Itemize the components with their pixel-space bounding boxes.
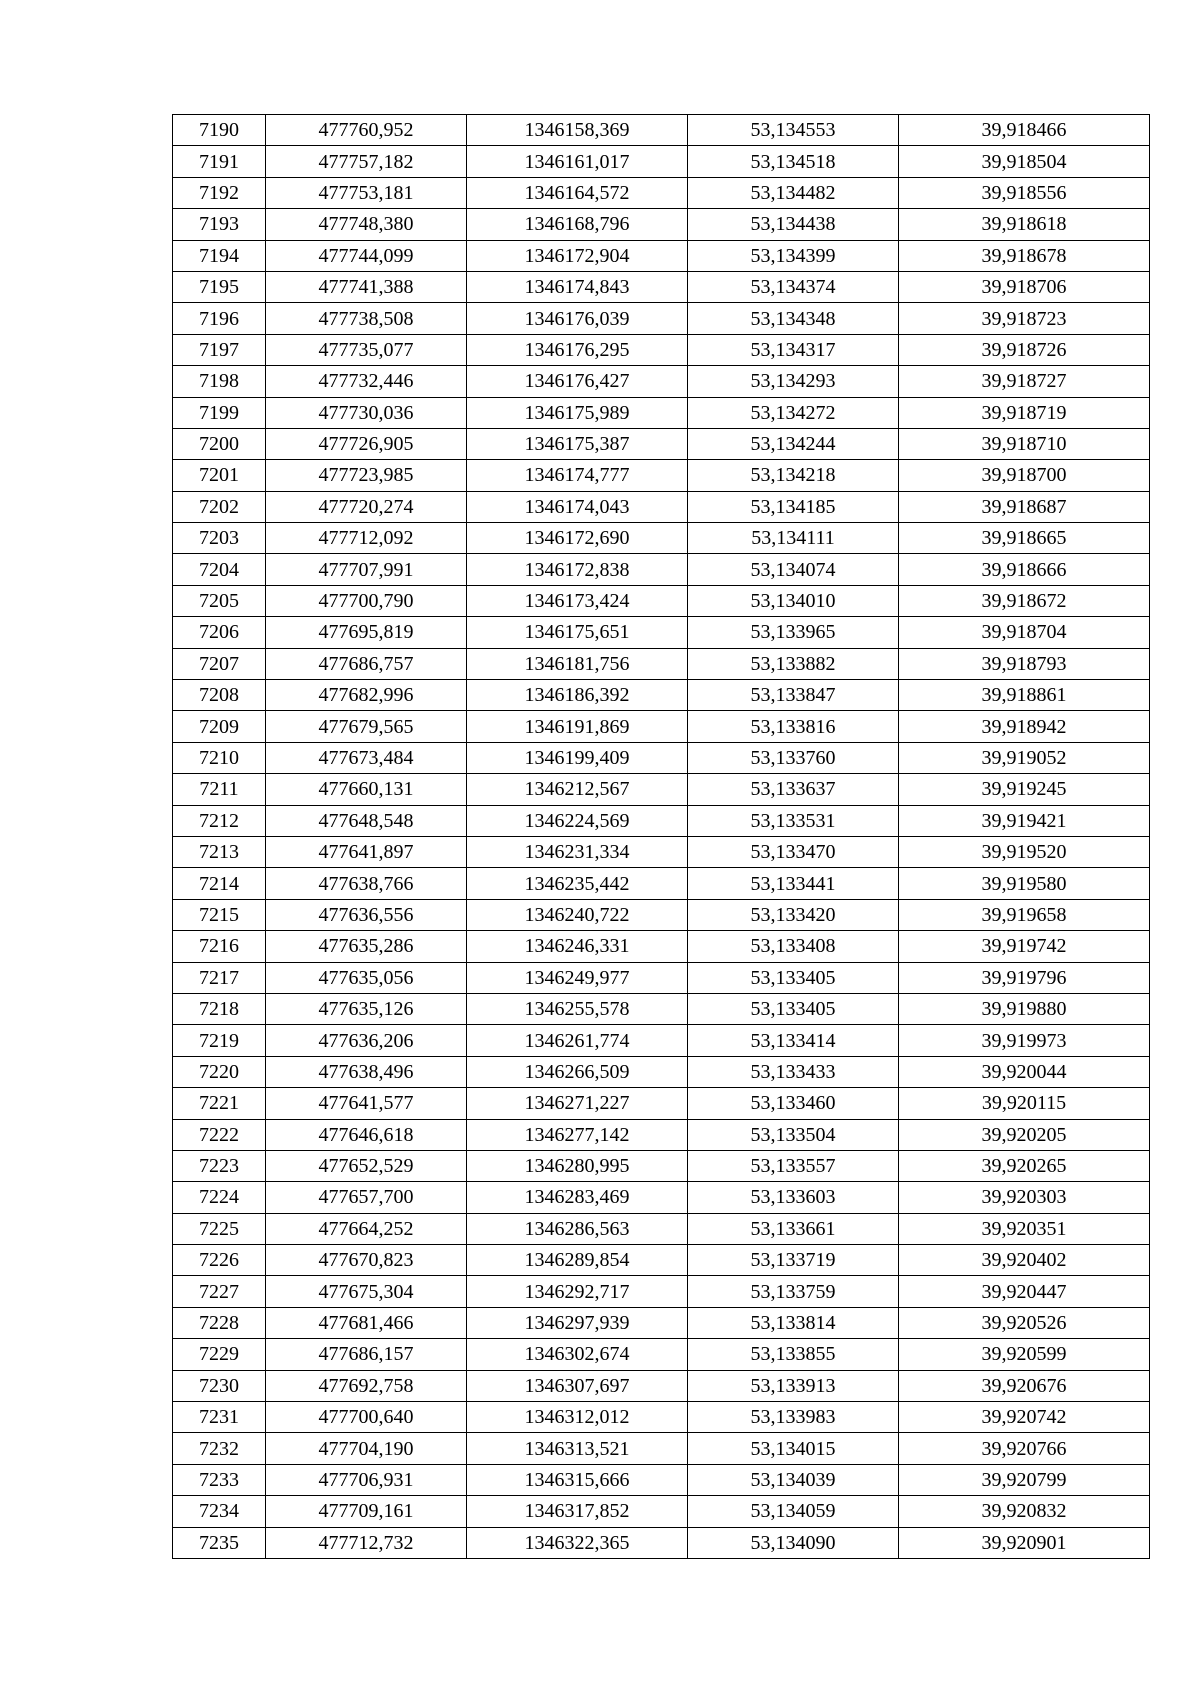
table-row	[173, 836, 1150, 867]
point-number-cell: 7215	[173, 899, 266, 930]
table-row	[173, 397, 1150, 428]
x-coordinate-cell: 477638,496	[266, 1056, 467, 1087]
y-coordinate-cell: 1346172,904	[467, 240, 688, 271]
latitude-cell: 53,134438	[688, 209, 899, 240]
y-coordinate-cell: 1346161,017	[467, 146, 688, 177]
table-row	[173, 1245, 1150, 1276]
longitude-cell: 39,918727	[899, 366, 1150, 397]
x-coordinate-cell: 477712,732	[266, 1527, 467, 1558]
longitude-cell: 39,918706	[899, 271, 1150, 302]
y-coordinate-cell: 1346176,295	[467, 334, 688, 365]
point-number-cell: 7214	[173, 868, 266, 899]
y-coordinate-cell: 1346175,387	[467, 428, 688, 459]
latitude-cell: 53,133603	[688, 1182, 899, 1213]
latitude-cell: 53,134293	[688, 366, 899, 397]
table-row	[173, 805, 1150, 836]
y-coordinate-cell: 1346174,043	[467, 491, 688, 522]
latitude-cell: 53,133414	[688, 1025, 899, 1056]
y-coordinate-cell: 1346212,567	[467, 774, 688, 805]
table-row	[173, 1088, 1150, 1119]
table-row	[173, 1464, 1150, 1495]
point-number-cell: 7231	[173, 1402, 266, 1433]
point-number-cell: 7204	[173, 554, 266, 585]
latitude-cell: 53,134111	[688, 523, 899, 554]
latitude-cell: 53,133816	[688, 711, 899, 742]
y-coordinate-cell: 1346174,777	[467, 460, 688, 491]
y-coordinate-cell: 1346277,142	[467, 1119, 688, 1150]
latitude-cell: 53,133557	[688, 1150, 899, 1181]
x-coordinate-cell: 477706,931	[266, 1464, 467, 1495]
latitude-cell: 53,133470	[688, 836, 899, 867]
latitude-cell: 53,133882	[688, 648, 899, 679]
table-row	[173, 1402, 1150, 1433]
latitude-cell: 53,133965	[688, 617, 899, 648]
x-coordinate-cell: 477641,897	[266, 836, 467, 867]
y-coordinate-cell: 1346186,392	[467, 680, 688, 711]
y-coordinate-cell: 1346246,331	[467, 931, 688, 962]
longitude-cell: 39,920402	[899, 1245, 1150, 1276]
latitude-cell: 53,134015	[688, 1433, 899, 1464]
x-coordinate-cell: 477741,388	[266, 271, 467, 302]
longitude-cell: 39,919052	[899, 742, 1150, 773]
longitude-cell: 39,920303	[899, 1182, 1150, 1213]
longitude-cell: 39,918861	[899, 680, 1150, 711]
latitude-cell: 53,134218	[688, 460, 899, 491]
y-coordinate-cell: 1346168,796	[467, 209, 688, 240]
table-row	[173, 742, 1150, 773]
longitude-cell: 39,920447	[899, 1276, 1150, 1307]
point-number-cell: 7205	[173, 585, 266, 616]
longitude-cell: 39,918665	[899, 523, 1150, 554]
longitude-cell: 39,920351	[899, 1213, 1150, 1244]
y-coordinate-cell: 1346261,774	[467, 1025, 688, 1056]
latitude-cell: 53,134482	[688, 177, 899, 208]
longitude-cell: 39,918504	[899, 146, 1150, 177]
table-row	[173, 1119, 1150, 1150]
point-number-cell: 7233	[173, 1464, 266, 1495]
table-row	[173, 1433, 1150, 1464]
latitude-cell: 53,134553	[688, 115, 899, 146]
latitude-cell: 53,133855	[688, 1339, 899, 1370]
table-row	[173, 1370, 1150, 1401]
x-coordinate-cell: 477686,757	[266, 648, 467, 679]
table-row	[173, 868, 1150, 899]
latitude-cell: 53,134010	[688, 585, 899, 616]
longitude-cell: 39,918723	[899, 303, 1150, 334]
table-row	[173, 460, 1150, 491]
table-row	[173, 146, 1150, 177]
latitude-cell: 53,133759	[688, 1276, 899, 1307]
longitude-cell: 39,918556	[899, 177, 1150, 208]
table-row	[173, 899, 1150, 930]
table-row	[173, 366, 1150, 397]
x-coordinate-cell: 477744,099	[266, 240, 467, 271]
x-coordinate-cell: 477636,556	[266, 899, 467, 930]
latitude-cell: 53,133420	[688, 899, 899, 930]
x-coordinate-cell: 477638,766	[266, 868, 467, 899]
latitude-cell: 53,133460	[688, 1088, 899, 1119]
latitude-cell: 53,133441	[688, 868, 899, 899]
latitude-cell: 53,134374	[688, 271, 899, 302]
latitude-cell: 53,133847	[688, 680, 899, 711]
x-coordinate-cell: 477648,548	[266, 805, 467, 836]
point-number-cell: 7212	[173, 805, 266, 836]
x-coordinate-cell: 477692,758	[266, 1370, 467, 1401]
longitude-cell: 39,920205	[899, 1119, 1150, 1150]
point-number-cell: 7203	[173, 523, 266, 554]
latitude-cell: 53,133983	[688, 1402, 899, 1433]
table-row	[173, 931, 1150, 962]
longitude-cell: 39,918726	[899, 334, 1150, 365]
point-number-cell: 7198	[173, 366, 266, 397]
table-row	[173, 585, 1150, 616]
x-coordinate-cell: 477709,161	[266, 1496, 467, 1527]
longitude-cell: 39,918793	[899, 648, 1150, 679]
table-row	[173, 271, 1150, 302]
point-number-cell: 7232	[173, 1433, 266, 1464]
longitude-cell: 39,919658	[899, 899, 1150, 930]
x-coordinate-cell: 477753,181	[266, 177, 467, 208]
x-coordinate-cell: 477636,206	[266, 1025, 467, 1056]
longitude-cell: 39,920115	[899, 1088, 1150, 1119]
point-number-cell: 7206	[173, 617, 266, 648]
x-coordinate-cell: 477675,304	[266, 1276, 467, 1307]
table-row	[173, 711, 1150, 742]
latitude-cell: 53,133913	[688, 1370, 899, 1401]
y-coordinate-cell: 1346283,469	[467, 1182, 688, 1213]
y-coordinate-cell: 1346286,563	[467, 1213, 688, 1244]
y-coordinate-cell: 1346240,722	[467, 899, 688, 930]
x-coordinate-cell: 477635,286	[266, 931, 467, 962]
y-coordinate-cell: 1346175,989	[467, 397, 688, 428]
longitude-cell: 39,920676	[899, 1370, 1150, 1401]
table-row	[173, 774, 1150, 805]
longitude-cell: 39,918704	[899, 617, 1150, 648]
longitude-cell: 39,918687	[899, 491, 1150, 522]
point-number-cell: 7193	[173, 209, 266, 240]
latitude-cell: 53,134399	[688, 240, 899, 271]
latitude-cell: 53,134039	[688, 1464, 899, 1495]
x-coordinate-cell: 477686,157	[266, 1339, 467, 1370]
point-number-cell: 7190	[173, 115, 266, 146]
table-row	[173, 1213, 1150, 1244]
y-coordinate-cell: 1346181,756	[467, 648, 688, 679]
x-coordinate-cell: 477635,056	[266, 962, 467, 993]
point-number-cell: 7207	[173, 648, 266, 679]
x-coordinate-cell: 477635,126	[266, 993, 467, 1024]
latitude-cell: 53,133504	[688, 1119, 899, 1150]
table-row	[173, 1527, 1150, 1558]
x-coordinate-cell: 477670,823	[266, 1245, 467, 1276]
point-number-cell: 7197	[173, 334, 266, 365]
point-number-cell: 7195	[173, 271, 266, 302]
latitude-cell: 53,133814	[688, 1307, 899, 1338]
table-row	[173, 617, 1150, 648]
point-number-cell: 7192	[173, 177, 266, 208]
longitude-cell: 39,919245	[899, 774, 1150, 805]
y-coordinate-cell: 1346289,854	[467, 1245, 688, 1276]
longitude-cell: 39,918719	[899, 397, 1150, 428]
y-coordinate-cell: 1346231,334	[467, 836, 688, 867]
point-number-cell: 7221	[173, 1088, 266, 1119]
point-number-cell: 7226	[173, 1245, 266, 1276]
y-coordinate-cell: 1346317,852	[467, 1496, 688, 1527]
point-number-cell: 7194	[173, 240, 266, 271]
x-coordinate-cell: 477723,985	[266, 460, 467, 491]
y-coordinate-cell: 1346292,717	[467, 1276, 688, 1307]
latitude-cell: 53,134185	[688, 491, 899, 522]
x-coordinate-cell: 477682,996	[266, 680, 467, 711]
longitude-cell: 39,918942	[899, 711, 1150, 742]
latitude-cell: 53,133637	[688, 774, 899, 805]
point-number-cell: 7217	[173, 962, 266, 993]
table-row	[173, 680, 1150, 711]
point-number-cell: 7201	[173, 460, 266, 491]
table-row	[173, 177, 1150, 208]
longitude-cell: 39,920832	[899, 1496, 1150, 1527]
longitude-cell: 39,920901	[899, 1527, 1150, 1558]
x-coordinate-cell: 477726,905	[266, 428, 467, 459]
longitude-cell: 39,919520	[899, 836, 1150, 867]
x-coordinate-cell: 477735,077	[266, 334, 467, 365]
y-coordinate-cell: 1346271,227	[467, 1088, 688, 1119]
table-row	[173, 428, 1150, 459]
x-coordinate-cell: 477732,446	[266, 366, 467, 397]
point-number-cell: 7196	[173, 303, 266, 334]
x-coordinate-cell: 477720,274	[266, 491, 467, 522]
longitude-cell: 39,919796	[899, 962, 1150, 993]
x-coordinate-cell: 477695,819	[266, 617, 467, 648]
latitude-cell: 53,133661	[688, 1213, 899, 1244]
table-row	[173, 209, 1150, 240]
point-number-cell: 7234	[173, 1496, 266, 1527]
y-coordinate-cell: 1346199,409	[467, 742, 688, 773]
y-coordinate-cell: 1346266,509	[467, 1056, 688, 1087]
point-number-cell: 7225	[173, 1213, 266, 1244]
table-row	[173, 240, 1150, 271]
longitude-cell: 39,918710	[899, 428, 1150, 459]
longitude-cell: 39,920044	[899, 1056, 1150, 1087]
point-number-cell: 7218	[173, 993, 266, 1024]
latitude-cell: 53,133531	[688, 805, 899, 836]
latitude-cell: 53,134518	[688, 146, 899, 177]
x-coordinate-cell: 477660,131	[266, 774, 467, 805]
longitude-cell: 39,918678	[899, 240, 1150, 271]
table-row	[173, 993, 1150, 1024]
y-coordinate-cell: 1346235,442	[467, 868, 688, 899]
point-number-cell: 7199	[173, 397, 266, 428]
table-row	[173, 1056, 1150, 1087]
point-number-cell: 7227	[173, 1276, 266, 1307]
y-coordinate-cell: 1346176,427	[467, 366, 688, 397]
latitude-cell: 53,133760	[688, 742, 899, 773]
longitude-cell: 39,920526	[899, 1307, 1150, 1338]
table-row	[173, 334, 1150, 365]
longitude-cell: 39,918700	[899, 460, 1150, 491]
y-coordinate-cell: 1346164,572	[467, 177, 688, 208]
point-number-cell: 7209	[173, 711, 266, 742]
x-coordinate-cell: 477760,952	[266, 115, 467, 146]
point-number-cell: 7229	[173, 1339, 266, 1370]
table-row	[173, 115, 1150, 146]
table-row	[173, 1276, 1150, 1307]
x-coordinate-cell: 477681,466	[266, 1307, 467, 1338]
y-coordinate-cell: 1346174,843	[467, 271, 688, 302]
point-number-cell: 7219	[173, 1025, 266, 1056]
point-number-cell: 7216	[173, 931, 266, 962]
x-coordinate-cell: 477707,991	[266, 554, 467, 585]
latitude-cell: 53,133405	[688, 993, 899, 1024]
latitude-cell: 53,134244	[688, 428, 899, 459]
x-coordinate-cell: 477748,380	[266, 209, 467, 240]
y-coordinate-cell: 1346176,039	[467, 303, 688, 334]
point-number-cell: 7222	[173, 1119, 266, 1150]
point-number-cell: 7228	[173, 1307, 266, 1338]
point-number-cell: 7213	[173, 836, 266, 867]
longitude-cell: 39,918672	[899, 585, 1150, 616]
latitude-cell: 53,134272	[688, 397, 899, 428]
x-coordinate-cell: 477652,529	[266, 1150, 467, 1181]
longitude-cell: 39,918618	[899, 209, 1150, 240]
x-coordinate-cell: 477730,036	[266, 397, 467, 428]
y-coordinate-cell: 1346173,424	[467, 585, 688, 616]
longitude-cell: 39,919742	[899, 931, 1150, 962]
longitude-cell: 39,918666	[899, 554, 1150, 585]
latitude-cell: 53,133405	[688, 962, 899, 993]
table-row	[173, 1182, 1150, 1213]
longitude-cell: 39,920766	[899, 1433, 1150, 1464]
longitude-cell: 39,919880	[899, 993, 1150, 1024]
table-row	[173, 1025, 1150, 1056]
table-row	[173, 1307, 1150, 1338]
point-number-cell: 7202	[173, 491, 266, 522]
coordinates-table	[172, 114, 1150, 1559]
longitude-cell: 39,920265	[899, 1150, 1150, 1181]
table-row	[173, 523, 1150, 554]
point-number-cell: 7211	[173, 774, 266, 805]
point-number-cell: 7230	[173, 1370, 266, 1401]
y-coordinate-cell: 1346172,838	[467, 554, 688, 585]
longitude-cell: 39,920799	[899, 1464, 1150, 1495]
longitude-cell: 39,919973	[899, 1025, 1150, 1056]
x-coordinate-cell: 477657,700	[266, 1182, 467, 1213]
y-coordinate-cell: 1346191,869	[467, 711, 688, 742]
point-number-cell: 7235	[173, 1527, 266, 1558]
coordinates-table-body	[173, 115, 1150, 1559]
point-number-cell: 7220	[173, 1056, 266, 1087]
latitude-cell: 53,133408	[688, 931, 899, 962]
y-coordinate-cell: 1346315,666	[467, 1464, 688, 1495]
latitude-cell: 53,134348	[688, 303, 899, 334]
point-number-cell: 7210	[173, 742, 266, 773]
table-row	[173, 303, 1150, 334]
longitude-cell: 39,918466	[899, 115, 1150, 146]
table-row	[173, 962, 1150, 993]
y-coordinate-cell: 1346297,939	[467, 1307, 688, 1338]
latitude-cell: 53,134074	[688, 554, 899, 585]
latitude-cell: 53,134059	[688, 1496, 899, 1527]
latitude-cell: 53,133433	[688, 1056, 899, 1087]
table-row	[173, 1496, 1150, 1527]
table-row	[173, 554, 1150, 585]
longitude-cell: 39,920599	[899, 1339, 1150, 1370]
y-coordinate-cell: 1346175,651	[467, 617, 688, 648]
x-coordinate-cell: 477700,790	[266, 585, 467, 616]
point-number-cell: 7191	[173, 146, 266, 177]
y-coordinate-cell: 1346158,369	[467, 115, 688, 146]
x-coordinate-cell: 477700,640	[266, 1402, 467, 1433]
y-coordinate-cell: 1346255,578	[467, 993, 688, 1024]
y-coordinate-cell: 1346322,365	[467, 1527, 688, 1558]
table-row	[173, 491, 1150, 522]
y-coordinate-cell: 1346249,977	[467, 962, 688, 993]
x-coordinate-cell: 477679,565	[266, 711, 467, 742]
x-coordinate-cell: 477704,190	[266, 1433, 467, 1464]
point-number-cell: 7208	[173, 680, 266, 711]
longitude-cell: 39,919580	[899, 868, 1150, 899]
latitude-cell: 53,133719	[688, 1245, 899, 1276]
point-number-cell: 7224	[173, 1182, 266, 1213]
longitude-cell: 39,920742	[899, 1402, 1150, 1433]
x-coordinate-cell: 477712,092	[266, 523, 467, 554]
y-coordinate-cell: 1346172,690	[467, 523, 688, 554]
table-row	[173, 648, 1150, 679]
point-number-cell: 7223	[173, 1150, 266, 1181]
y-coordinate-cell: 1346307,697	[467, 1370, 688, 1401]
x-coordinate-cell: 477664,252	[266, 1213, 467, 1244]
longitude-cell: 39,919421	[899, 805, 1150, 836]
x-coordinate-cell: 477641,577	[266, 1088, 467, 1119]
table-row	[173, 1150, 1150, 1181]
x-coordinate-cell: 477757,182	[266, 146, 467, 177]
table-row	[173, 1339, 1150, 1370]
y-coordinate-cell: 1346302,674	[467, 1339, 688, 1370]
point-number-cell: 7200	[173, 428, 266, 459]
latitude-cell: 53,134317	[688, 334, 899, 365]
x-coordinate-cell: 477646,618	[266, 1119, 467, 1150]
x-coordinate-cell: 477738,508	[266, 303, 467, 334]
y-coordinate-cell: 1346313,521	[467, 1433, 688, 1464]
y-coordinate-cell: 1346312,012	[467, 1402, 688, 1433]
latitude-cell: 53,134090	[688, 1527, 899, 1558]
y-coordinate-cell: 1346224,569	[467, 805, 688, 836]
y-coordinate-cell: 1346280,995	[467, 1150, 688, 1181]
x-coordinate-cell: 477673,484	[266, 742, 467, 773]
